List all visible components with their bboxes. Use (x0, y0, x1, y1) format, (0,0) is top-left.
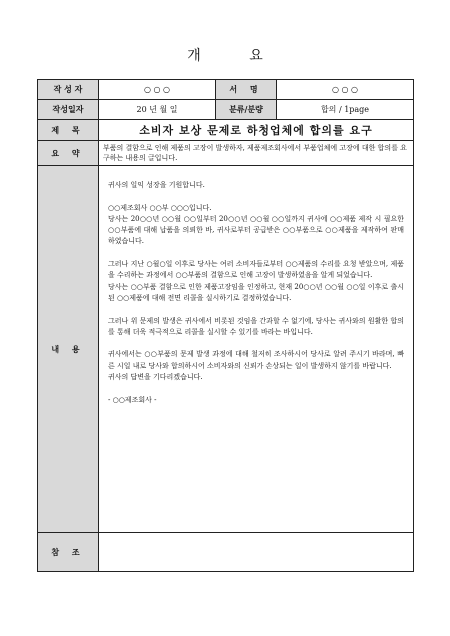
content-paragraph: 귀사의 답변을 기다리겠습니다. (108, 373, 203, 382)
content-gap (108, 383, 404, 394)
author-value: ○ ○ ○ (99, 80, 216, 99)
content-body (99, 166, 413, 532)
subject-label: 제 목 (38, 120, 99, 140)
summary-form (37, 79, 414, 572)
summary-label: 요 약 (38, 141, 99, 165)
author-row (38, 80, 413, 100)
reference-value (99, 533, 413, 571)
category-value: 합의 / 1page (320, 105, 370, 114)
content-paragraph: - ○○제조회사 - (108, 395, 157, 404)
content-gap (108, 191, 404, 202)
content-paragraph: 당사는 ○○부품 결함으로 인한 제품고장임을 인정하고, 현재 20○○년 ○○월 ○○일 이후로 출시된 ○○제품에 대해 전면 리콜을 실시하기로 결정하였습니다. (108, 282, 404, 302)
date-label: 작성일자 (38, 100, 99, 119)
reference-row (38, 533, 413, 571)
content-paragraphs (108, 180, 404, 406)
content-row (38, 166, 413, 533)
content-gap (108, 248, 404, 259)
date-value: 20 년 월 일 (99, 100, 216, 119)
content-paragraph: 그러나 위 문제의 발생은 귀사에서 비롯된 것임을 간과할 수 없기에, 당사는 귀사와의 원활한 합의를 통해 더욱 적극적으로 리콜을 실시할 수 있기를 바라는 바입니다. (108, 316, 404, 336)
author-label: 작 성 자 (38, 80, 99, 99)
sign-value: ○ ○ ○ (331, 85, 359, 94)
summary-row (38, 141, 413, 166)
content-paragraph: 그러나 지난 ○월○일 이후로 당사는 여러 소비자들로부터 ○○제품의 수리를 요청 받았으며, 제품을 수리하는 과정에서 ○○부품의 결함으로 인해 고장이 발생하였음을 알게 되었습니다. (108, 260, 404, 280)
sign-label: 서 명 (216, 80, 277, 99)
subject-value: 소비자 보상 문제로 하청업체에 합의를 요구 (139, 124, 373, 137)
reference-label: 참 조 (38, 533, 99, 571)
summary-value: 부품의 결함으로 인해 제품의 고장이 발생하자, 제품제조회사에서 부품업체에 고장에 대한 합의를 요구하는 내용의 글입니다. (103, 144, 407, 162)
document-title: 개 요 (187, 48, 285, 64)
content-paragraph: ○○제조회사 ○○부 ○○○입니다. (108, 203, 212, 212)
content-label: 내 용 (38, 166, 99, 532)
content-paragraph: 귀사의 일익 성장을 기원합니다. (108, 181, 205, 189)
category-label: 분류/분량 (216, 100, 277, 119)
date-row (38, 100, 413, 120)
content-gap (108, 338, 404, 349)
content-paragraph: 귀사에서는 ○○부품의 문제 발생 과정에 대해 철저히 조사하시어 당사로 알려 주시기 바라며, 빠른 시일 내로 당사와 합의하시어 소비자와의 신뢰가 손상되는 일이 발생하지 않기를 바랍니다. (108, 350, 404, 370)
subject-row (38, 120, 413, 141)
content-paragraph: 당사는 20○○년 ○○월 ○○일부터 20○○년 ○○월 ○○일까지 귀사에 ○○제품 제작 시 필요한 ○○부품에 대해 납품을 의뢰한 바, 귀사로부터 공급받은 ○○부품으로 ○○제품을 제작하여 판매하였습니다. (108, 214, 404, 246)
content-gap (108, 304, 404, 315)
